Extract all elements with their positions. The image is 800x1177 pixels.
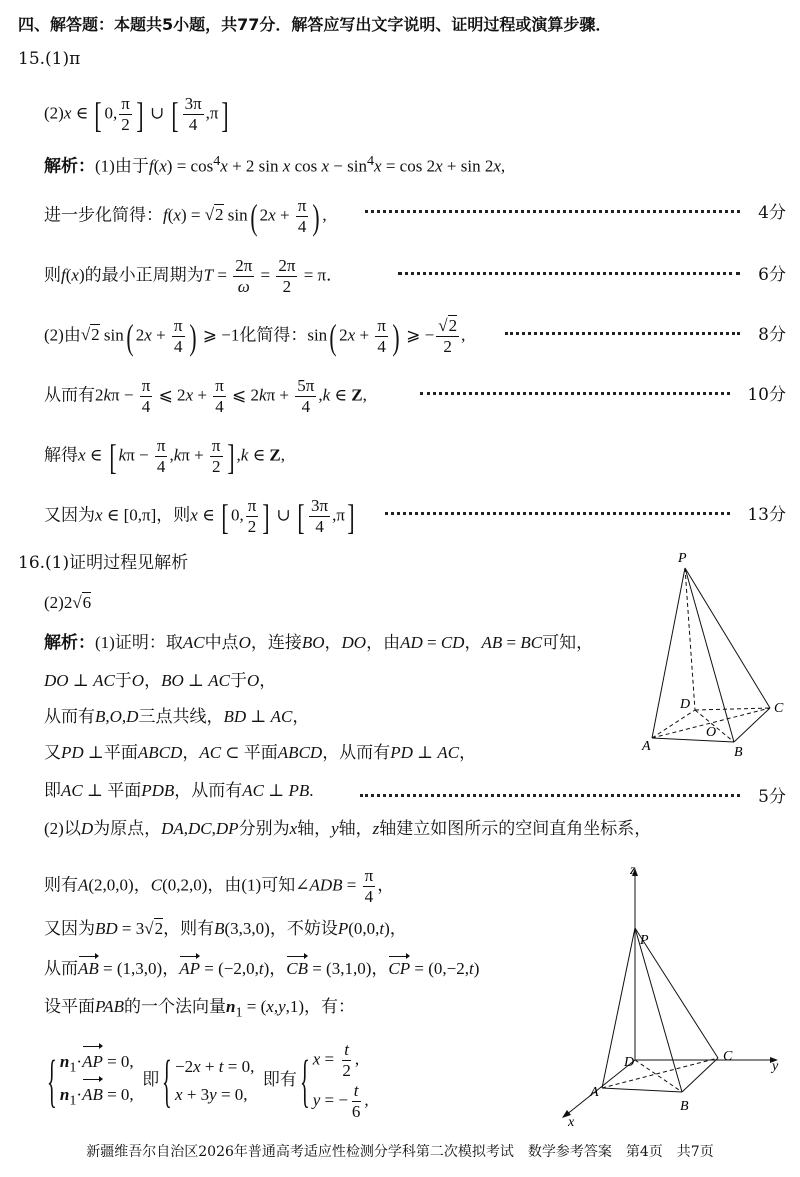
leader-dots: [385, 512, 730, 515]
edge-AB: [602, 1088, 682, 1092]
q15-answer-2: (2)x ∈ [ 0, $\frac{\pi}{2}$ ] ∪ [ $\frac{3\pi}{4}$ ,π]: [44, 94, 229, 135]
edge-AD: [652, 710, 695, 738]
score-mark: 6分: [758, 265, 786, 285]
score-mark: 13分: [747, 505, 786, 525]
score-mark: 5分: [758, 787, 786, 807]
label-P: P: [640, 933, 649, 948]
q15-answer-1: 15.(1)π: [18, 49, 81, 69]
leader-dots: [420, 392, 730, 395]
q16-line-4: 又PD ⊥平面ABCD，AC ⊂ 平面ABCD，从而有PD ⊥ AC，: [44, 743, 477, 762]
q16-answer-2: (2)2√6: [44, 593, 92, 612]
label-D: D: [624, 1055, 635, 1070]
q15-line-3: 则f(x)的最小正周期为T = $\frac{2\pi}{\omega}$ = $\frac{2\pi}{2}$ = π．: [44, 256, 344, 296]
edge-DB: [635, 1060, 682, 1092]
page-footer: 新疆维吾尔自治区2026年普通高考适应性检测分学科第二次模拟考试 数学参考答案 第4页 共7页: [86, 1144, 714, 1160]
q15-line-4: (2)由√2 sin( 2x + $\frac{\pi}{4}$ ) ⩾ −1化简得：sin( 2x + $\frac{\pi}{4}$ ) ⩾ − $\frac{√2}{2}$ ,: [44, 316, 466, 357]
label-C: C: [774, 701, 784, 716]
score-mark: 4分: [758, 203, 786, 223]
label-O: O: [706, 725, 717, 740]
q16-line-5: 即AC ⊥ 平面PDB，从而有AC ⊥ PB.: [44, 781, 314, 800]
q16-line-8: 又因为BD = 3√2，则有B(3,3,0)，不妨设P(0,0,t)，: [44, 919, 407, 938]
pyramid-figure-1: [640, 550, 790, 760]
q16-line-9: 从而AB = (1,3,0)，AP = (−2,0,t)，CB = (3,1,0)，CP = (0,−2,t): [44, 959, 480, 978]
q15-line-2: 进一步化简得：f(x) = √2 sin( 2x + $\frac{\pi}{4}$ ) ,: [44, 196, 327, 237]
edge-BC: [734, 708, 770, 742]
edge-PB: [685, 568, 734, 742]
leader-dots: [365, 210, 740, 213]
label-A: A: [642, 739, 651, 754]
label-B: B: [734, 745, 743, 760]
q15-line-7: 又因为x ∈ [0,π]，则x ∈ [ 0, $\frac{\pi}{2}$ ] ∪ [ $\frac{3\pi}{4}$ ,π]: [44, 496, 355, 537]
edge-PD: [685, 568, 695, 710]
label-z: z: [630, 863, 636, 878]
label-y: y: [772, 1059, 779, 1074]
pyramid-figure-2: [560, 860, 790, 1130]
score-mark: 10分: [747, 385, 786, 405]
label-D: D: [680, 697, 691, 712]
label-B: B: [680, 1099, 689, 1114]
label-P: P: [678, 551, 687, 566]
leader-dots: [360, 794, 740, 797]
q16-line-2: DO ⊥ AC于O，BO ⊥ AC于O，: [44, 671, 277, 690]
q15-line-1: 解析：(1)由于$f(x) = \cos^4x + 2$ sin x $\cos x - \sin^4x = \cos 2x + \sin 2x$,: [44, 153, 506, 176]
edge-PB: [635, 928, 682, 1092]
edge-PC: [685, 568, 770, 708]
score-mark: 8分: [758, 325, 786, 345]
leader-dots: [505, 332, 740, 335]
label-A: A: [590, 1085, 599, 1100]
leader-dots: [398, 272, 740, 275]
q16-line-6: (2)以D为原点，DA,DC,DP分别为x轴，y轴，z轴建立如图所示的空间直角坐标系，: [44, 819, 652, 838]
q15-line-6: 解得x ∈ [ kπ − $\frac{\pi}{4}$ ,kπ + $\frac{\pi}{2}$ ] ,k ∈ Z,: [44, 436, 285, 477]
q16-systems: { $n_1\cdot AP = 0$, $n_1\cdot AB = 0$, 即{ −2x + t = 0, x + 3y = 0, 即有{ x = $\frac{t}{2}$ , y = − $\frac{t}{6}$ ,: [47, 1040, 369, 1121]
edge-DC: [695, 708, 770, 710]
label-x: x: [568, 1115, 575, 1130]
label-C: C: [723, 1049, 733, 1064]
q15-line-5: 从而有2kπ − $\frac{\pi}{4}$ ⩽ 2x + $\frac{\pi}{4}$ ⩽ 2kπ + $\frac{5\pi}{4}$ ,k ∈ Z,: [44, 376, 367, 416]
q16-line-3: 从而有B,O,D三点共线，BD ⊥ AC，: [44, 707, 310, 726]
q16-line-10: 设平面PAB的一个法向量$n_1 = (x,y,1)$，有：: [44, 997, 356, 1021]
q16-answer-1: 16.(1)证明过程见解析: [18, 553, 189, 573]
q16-line-7: 则有A(2,0,0)，C(0,2,0)，由(1)可知∠ADB = $\frac{\pi}{4}$ ，: [44, 866, 395, 906]
edge-PA: [652, 568, 685, 738]
q16-line-1: 解析：(1)证明：取AC中点O，连接BO，DO，由AD = CD，AB = BC可知，: [44, 633, 594, 652]
section-title: 四、解答题：本题共5小题，共77分．解答应写出文字说明、证明过程或演算步骤．: [18, 15, 612, 34]
edge-AB: [652, 738, 734, 742]
